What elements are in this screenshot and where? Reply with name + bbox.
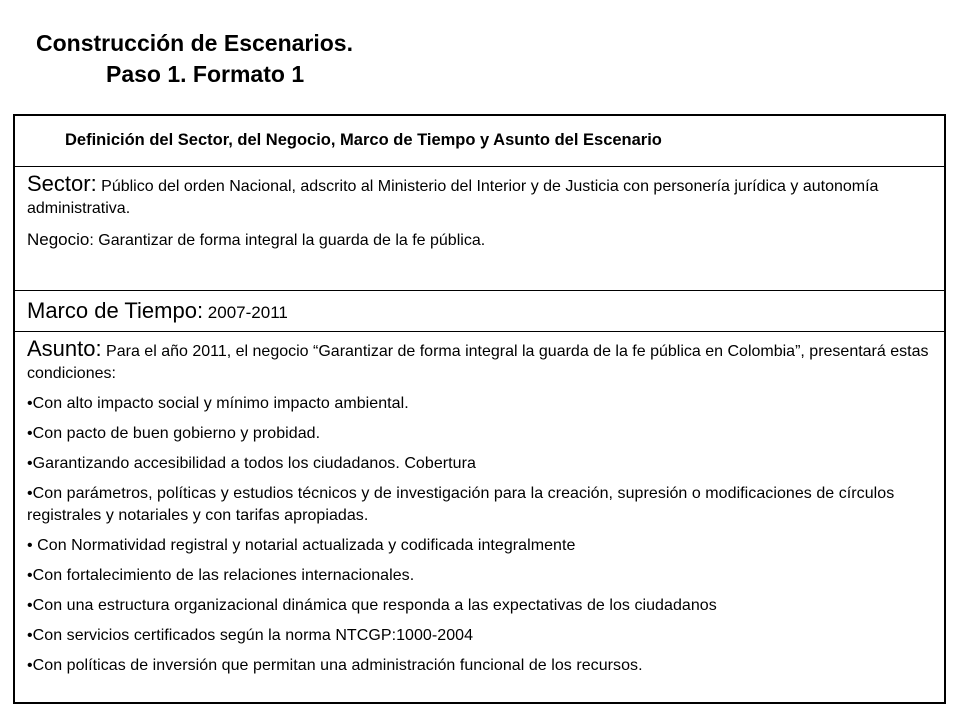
list-item: •Con pacto de buen gobierno y probidad. xyxy=(27,425,321,442)
table-header-row xyxy=(15,116,944,166)
negocio-paragraph xyxy=(27,220,932,252)
list-item: •Con alto impacto social y mínimo impacto ambiental. xyxy=(27,395,409,412)
marco-block xyxy=(27,298,288,324)
asunto-label: Asunto: xyxy=(27,336,102,361)
negocio-text: : Garantizar de forma integral la guarda de la fe pública. xyxy=(89,232,486,249)
asunto-block xyxy=(27,338,936,677)
sector-block xyxy=(27,173,932,252)
sector-row xyxy=(15,166,944,290)
sector-text: Público del orden Nacional, adscrito al Ministerio del Interior y de Justicia con personería jurídica y autonomía administrativa. xyxy=(27,178,879,217)
table-header-text: Definición del Sector, del Negocio, Marco de Tiempo y Asunto del Escenario xyxy=(65,131,662,149)
asunto-row xyxy=(15,331,944,702)
list-item: • Con Normatividad registral y notarial actualizada y codificada integralmente xyxy=(27,537,576,554)
list-item: •Con políticas de inversión que permitan una administración funcional de los recursos. xyxy=(27,657,643,674)
sector-label: Sector: xyxy=(27,171,97,196)
asunto-text: Para el año 2011, el negocio “Garantizar de forma integral la guarda de la fe pública en Colombia”, presentará estas condiciones: xyxy=(27,343,929,382)
asunto-paragraph xyxy=(27,338,936,385)
negocio-label: Negocio xyxy=(27,230,90,249)
list-item: •Con una estructura organizacional dinámica que responda a las expectativas de los ciudadanos xyxy=(27,597,717,614)
list-item: •Con parámetros, políticas y estudios técnicos y de investigación para la creación, supresión o modificaciones de círculos registrales y notariales y con tarifas apropiadas. xyxy=(27,485,895,524)
marco-label: Marco de Tiempo: xyxy=(27,298,204,323)
page-subtitle: Paso 1. Formato 1 xyxy=(106,61,305,87)
list-item: •Garantizando accesibilidad a todos los ciudadanos. Cobertura xyxy=(27,455,476,472)
marco-value: 2007-2011 xyxy=(203,303,288,322)
sector-paragraph xyxy=(27,173,932,220)
list-item: •Con servicios certificados según la norma NTCGP:1000-2004 xyxy=(27,627,474,644)
scenario-table xyxy=(13,114,946,704)
list-item: •Con fortalecimiento de las relaciones internacionales. xyxy=(27,567,415,584)
marco-row xyxy=(15,290,944,331)
page-title: Construcción de Escenarios. xyxy=(36,30,353,56)
